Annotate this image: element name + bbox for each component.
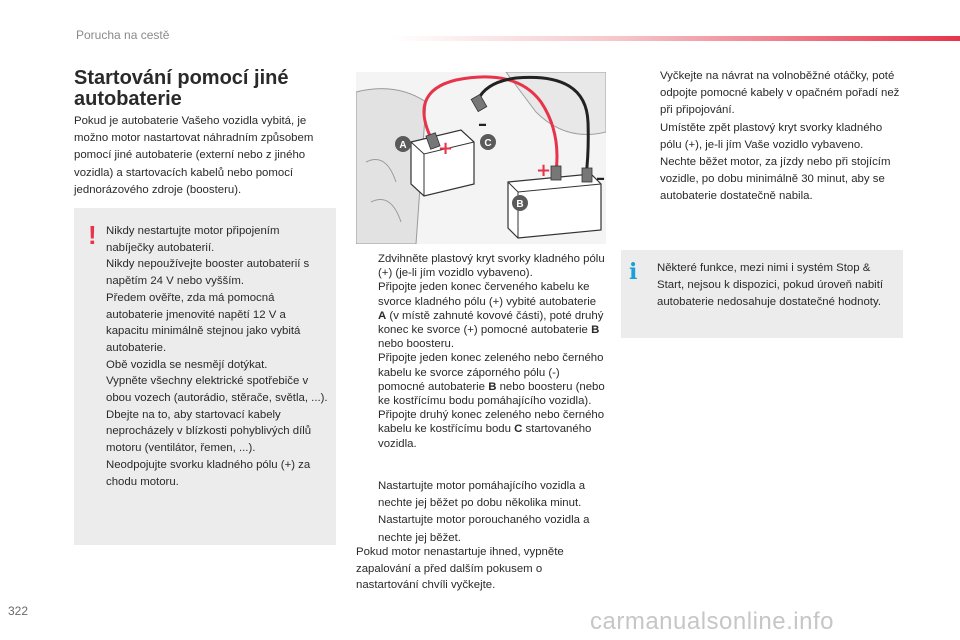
disconnect-steps — [638, 68, 902, 206]
step-item: Zdvihněte plastový kryt svorky kladného pólu (+) (je-li jím vozidlo vybaveno). — [378, 253, 605, 280]
warning-text — [106, 223, 328, 490]
plus-sign-a: + — [438, 138, 454, 159]
header-accent-bar — [390, 36, 960, 41]
connection-steps — [356, 252, 606, 451]
warning-line: Obě vozidla se nesmějí dotýkat. — [106, 358, 268, 371]
watermark: carmanualsonline.info — [590, 608, 834, 635]
retry-note: Pokud motor nenastartuje ihned, vypněte zapalování a před dalším pokusem o nastartování chvíli vyčkejte. — [356, 546, 564, 592]
warning-line: Neodpojujte svorku kladného pólu (+) za chodu motoru. — [106, 458, 311, 488]
step-item: Nastartujte motor pomáhajícího vozidla a nechte jej běžet po dobu několika minut. — [378, 480, 586, 510]
plus-sign-b: + — [536, 160, 552, 181]
warning-line: Vypněte všechny elektrické spotřebiče v obou vozech (autorádio, stěrače, světla, ...). — [106, 375, 328, 405]
info-text: Některé funkce, mezi nimi i systém Stop & Start, nejsou k dispozici, pokud úroveň nabití autobaterie nedosahuje dostatečné hodnoty. — [657, 262, 884, 309]
label-b: B — [516, 199, 524, 210]
step-item: Nechte běžet motor, za jízdy nebo při stojícím vozidle, po dobu minimálně 30 minut, aby se autobaterie dostatečně nabila. — [660, 156, 891, 203]
step-item: Připojte jeden konec zeleného nebo černého kabelu ke svorce záporného pólu (-) pomocné autobaterie B nebo boosteru (nebo ke kostřícímu bodu pomáhajícího vozidla). — [378, 352, 605, 408]
page-number: 322 — [8, 604, 29, 618]
warning-line: Nikdy nepoužívejte booster autobaterií s napětím 24 V nebo vyšším. — [106, 258, 310, 288]
section-header: Porucha na cestě — [76, 28, 170, 42]
info-box — [621, 250, 903, 338]
start-steps — [356, 478, 606, 547]
jump-start-illustration — [356, 72, 606, 244]
intro-paragraph: Pokud je autobaterie Vašeho vozidla vybitá, je možno motor nastartovat náhradním způsobem pomocí jiné autobaterie (externí nebo z jiného vozidla) a startovacích kabelů nebo pomocí jednorázového zdroje (boosteru). — [74, 115, 314, 196]
step-item: Připojte jeden konec červeného kabelu ke svorce kladného pólu (+) vybité autobaterie A (v místě zahnuté kovové části), poté druhý konec ke svorce (+) pomocné autobaterie B nebo boosteru. — [378, 281, 604, 351]
page-title: Startování pomocí jiné autobaterie — [74, 67, 289, 110]
minus-sign-b: – — [596, 168, 605, 189]
step-item: Umístěte zpět plastový kryt svorky kladného pólu (+), je-li jím Vaše vozidlo vybaveno. — [660, 121, 883, 151]
warning-icon: ! — [88, 220, 97, 250]
label-c: C — [484, 138, 492, 149]
warning-box — [74, 208, 336, 545]
info-icon: i — [629, 259, 638, 285]
step-item: Vyčkejte na návrat na volnoběžné otáčky, poté odpojte pomocné kabely v opačném pořadí než při připojování. — [660, 70, 900, 117]
step-item: Nastartujte motor porouchaného vozidla a nechte jej běžet. — [378, 514, 590, 544]
step-item: Připojte druhý konec zeleného nebo černého kabelu ke kostřícímu bodu C startovaného vozidla. — [378, 409, 605, 450]
warning-line: Dbejte na to, aby startovací kabely neprocházely v blízkosti pohyblivých dílů motoru (ventilátor, řemen, ...). — [106, 408, 312, 455]
label-a: A — [399, 140, 407, 151]
warning-line: Předem ověřte, zda má pomocná autobaterie jmenovité napětí 12 V a kapacitu minimálně stejnou jako vybitá autobaterie. — [106, 291, 301, 354]
minus-sign-c: – — [478, 114, 487, 135]
warning-line: Nikdy nestartujte motor připojením nabíječky autobaterií. — [106, 225, 280, 254]
